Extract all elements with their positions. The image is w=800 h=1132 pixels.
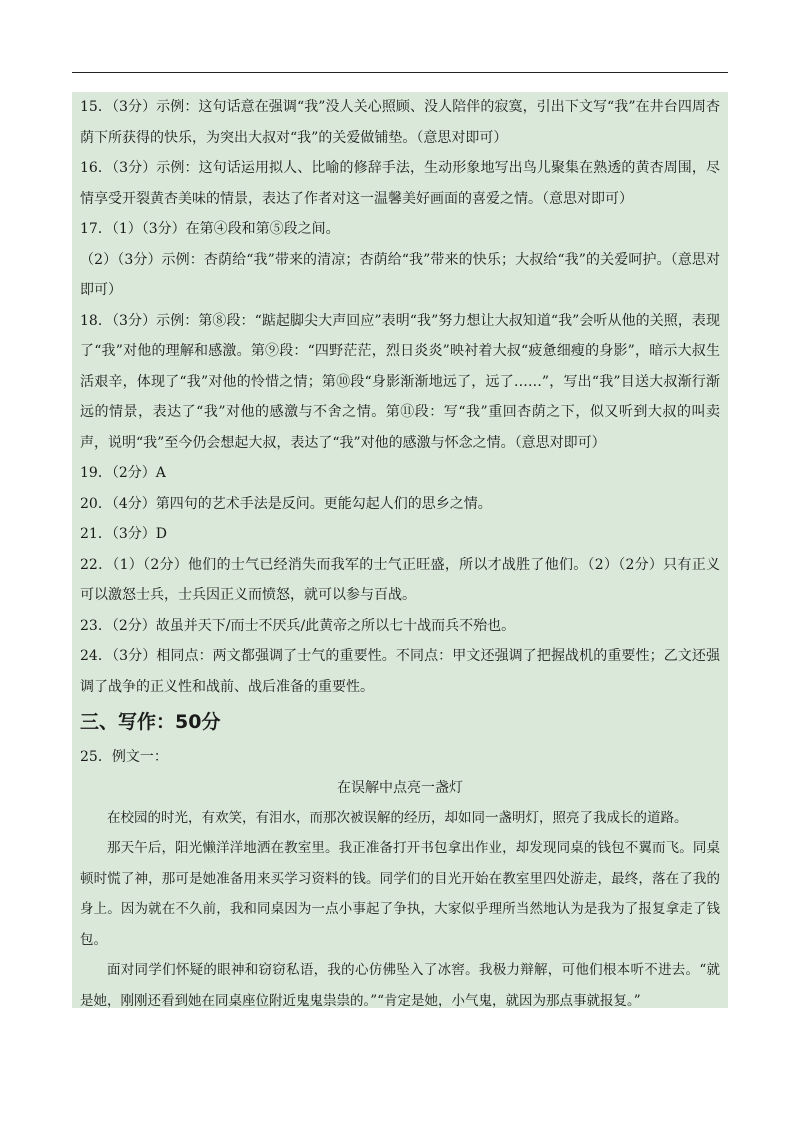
answer-23: 23．（2分）故虽并天下/而士不厌兵/此黄帝之所以七十战而兵不殆也。 bbox=[80, 617, 516, 634]
answer-18: 18．（3分）示例：第⑧段：“踮起脚尖大声回应”表明“我”努力想让大叔知道“我”会听从他的关照，表现了“我”对他的理解和感激。第⑨段：“四野茫茫，烈日炎炎”映衬着大叔“疲惫细瘦的身影”，暗示大叔生活艰辛，体现了“我”对他的怜惜之情；第⑩段“身影渐渐地远了，远了……”，写出“我”目送大叔渐行渐远的情景，表达了“我”对他的感激与不舍之情。第⑪段：写“我”重回杏荫之下，似又听到大叔的叫卖声，说明“我”至今仍会想起大叔，表达了“我”对他的感激与怀念之情。（意思对即可） bbox=[80, 312, 720, 451]
essay-paragraph-2: 那天午后，阳光懒洋洋地洒在教室里。我正准备打开书包拿出作业，却发现同桌的钱包不翼而飞。同桌顿时慌了神，那可是她准备用来买学习资料的钱。同学们的目光开始在教室里四处游走，最终，落在了我的身上。因为就在不久前，我和同桌因为一点小事起了争执，大家似乎理所当然地认为是我为了报复拿走了钱包。 bbox=[80, 840, 720, 948]
essay-paragraph-1: 在校园的时光，有欢笑，有泪水，而那次被误解的经历，却如同一盏明灯，照亮了我成长的道路。 bbox=[107, 809, 688, 826]
header-rule bbox=[72, 72, 728, 73]
section-heading-writing: 三、写作：50分 bbox=[80, 711, 221, 733]
answer-17-1: 17．（1）（3分）在第④段和第⑤段之间。 bbox=[80, 221, 340, 237]
essay-paragraph-3: 面对同学们怀疑的眼神和窃窃私语，我的心仿佛坠入了冰窖。我极力辩解，可他们根本听不进去。“就是她，刚刚还看到她在同桌座位附近鬼鬼祟祟的。”“肯定是她，小气鬼，就因为那点事就报复。” bbox=[80, 962, 720, 1009]
answer-20: 20．（4分）第四句的艺术手法是反问。更能勾起人们的思乡之情。 bbox=[80, 495, 492, 512]
essay-label: 25．例文一： bbox=[80, 749, 168, 765]
answer-key-content bbox=[72, 92, 728, 1008]
essay-title: 在误解中点亮一盏灯 bbox=[337, 779, 463, 796]
answer-16: 16．（3分）示例：这句话运用拟人、比喻的修辞手法，生动形象地写出鸟儿聚集在熟透的黄杏周围，尽情享受开裂黄杏美味的情景，表达了作者对这一温馨美好画面的喜爱之情。（意思对即可） bbox=[80, 160, 720, 207]
answer-17-2: （2）（3分）示例：杏荫给“我”带来的清凉；杏荫给“我”带来的快乐；大叔给“我”的关爱呵护。（意思对即可） bbox=[80, 251, 720, 298]
answer-15: 15．（3分）示例：这句话意在强调“我”没人关心照顾、没人陪伴的寂寞，引出下文写“我”在井台四周杏荫下所获得的快乐，为突出大叔对“我”的关爱做铺垫。（意思对即可） bbox=[80, 99, 720, 146]
answer-22: 22．（1）（2分）他们的士气已经消失而我军的士气正旺盛，所以才战胜了他们。（2）（2分）只有正义可以激怒士兵，士兵因正义而愤怒，就可以参与百战。 bbox=[80, 556, 720, 603]
answer-19: 19．（2分）A bbox=[80, 465, 166, 481]
answer-21: 21．（3分）D bbox=[80, 526, 167, 542]
answer-24: 24．（3分）相同点：两文都强调了士气的重要性。不同点：甲文还强调了把握战机的重要性；乙文还强调了战争的正义性和战前、战后准备的重要性。 bbox=[80, 648, 720, 695]
